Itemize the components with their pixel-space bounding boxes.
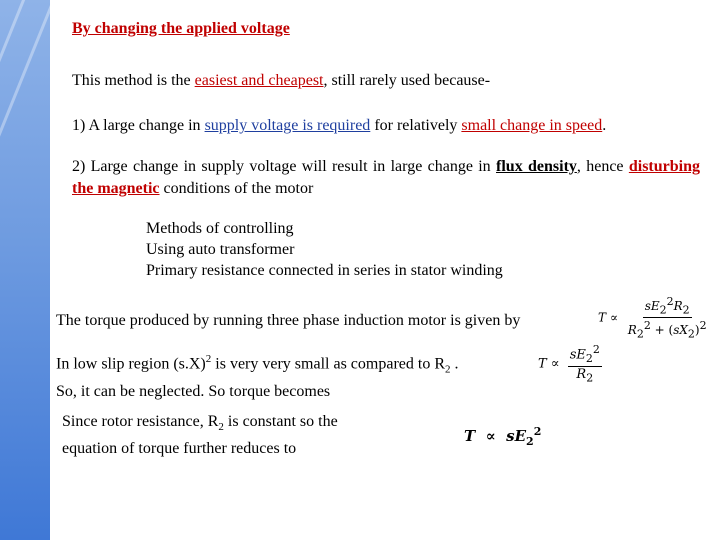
torque-equation-full: T ∝ $\frac{sE_2^2R_2}{R_2^2 + (sX_2)^2}$	[598, 295, 707, 341]
point1-highlight2: small change in speed	[461, 117, 603, 134]
point2-highlight: disturbing the magnetic	[72, 158, 700, 197]
methods-list	[146, 218, 503, 281]
point1-highlight1: supply voltage is required	[204, 117, 371, 134]
torque-intro: The torque produced by running three phase induction motor is given by	[56, 312, 521, 329]
decorative-sidebar	[0, 0, 50, 540]
torque-equation-reduced: $T \propto sE_2^2$	[464, 425, 542, 448]
method-item: Primary resistance connected in series in stator winding	[146, 262, 503, 279]
point-1: 1) A large change in supply voltage is required for relatively small change in speed.	[72, 117, 607, 134]
method-item: Methods of controlling	[146, 220, 294, 237]
point2-bold: flux density	[496, 158, 577, 175]
point-2: 2) Large change in supply voltage will result in large change in flux density, hence disturbing the magnetic conditions of the motor	[72, 158, 700, 197]
slip-paragraph: In low slip region $(s.X)^2$ is very very small as compared to $R_2$ . So, it can be neglected. So torque becomes	[56, 353, 459, 400]
method-item: Using auto transformer	[146, 241, 295, 258]
intro-paragraph: This method is the easiest and cheapest, still rarely used because-	[72, 72, 491, 89]
since-paragraph: Since rotor resistance, $R_2$ is constant so the equation of torque further reduces to	[62, 413, 338, 458]
intro-highlight: easiest and cheapest	[194, 72, 324, 89]
torque-equation-low-slip: T ∝ $\frac{sE_2^2}{R_2}$	[538, 343, 600, 385]
slide-title: By changing the applied voltage	[72, 20, 290, 37]
